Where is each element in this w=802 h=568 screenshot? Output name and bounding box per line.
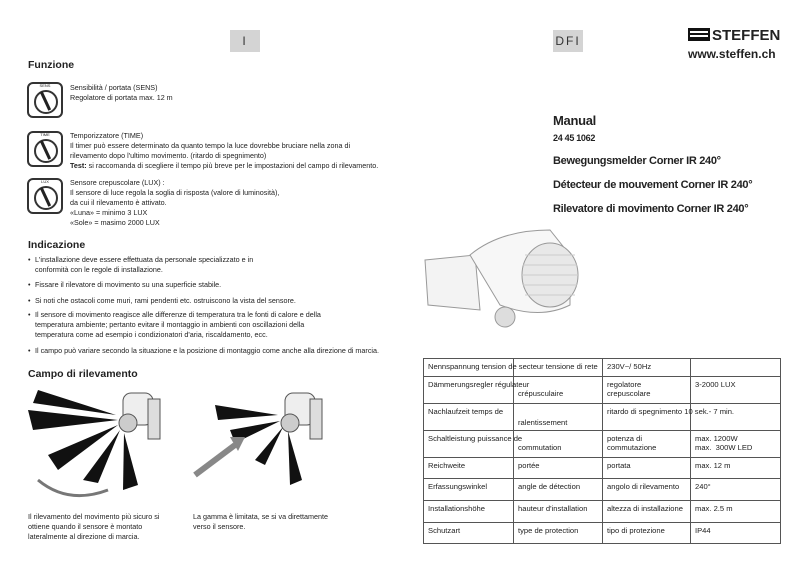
table-cell: Schaltleistung puissance de (424, 431, 514, 458)
steffen-logo: STEFFEN (688, 27, 780, 44)
language-tab-dfi: DFI (553, 30, 583, 52)
table-cell: Installationshöhe (424, 501, 514, 523)
time-description: Temporizzatore (TIME) Il timer può essere determinato da quanto tempo la luce dovrebbe bruciare nella zona di rilevamento dopo l'ultimo movimento. (ritardo di spegnimento) Test: si raccomanda di scegliere il tempo più breve per le impostazioni del campo di rilevamento. (70, 131, 379, 170)
table-row (424, 377, 781, 404)
table-cell: max. 12 m (691, 458, 781, 479)
table-cell: IP44 (691, 523, 781, 544)
table-cell: 3-2000 LUX (691, 377, 781, 404)
table-row (424, 458, 781, 479)
specifications-table (423, 358, 781, 544)
detection-front-diagram (190, 385, 360, 500)
table-cell: Nennspannung tension de secteur tensione di rete (424, 359, 514, 377)
sens-description: Sensibilità / portata (SENS) Regolatore di portata max. 12 m (70, 83, 173, 102)
detection-side-diagram (28, 385, 178, 500)
table-cell: Nachlaufzeit temps de (424, 404, 514, 431)
table-cell: hauteur d'installation (514, 501, 603, 523)
table-row (424, 523, 781, 544)
table-cell: type de protection (514, 523, 603, 544)
table-cell: altezza di installazione (603, 501, 691, 523)
bullet-item: • Si noti che ostacoli come muri, rami pendenti etc. ostruiscono la vista del sensore. (35, 296, 296, 306)
table-cell: tipo di protezione (603, 523, 691, 544)
table-cell: portata (603, 458, 691, 479)
table-cell: angle de détection (514, 479, 603, 501)
table-row (424, 359, 781, 377)
table-row (424, 431, 781, 458)
funzione-heading: Funzione (28, 59, 75, 71)
caption-front: La gamma è limitata, se si va direttamente verso il sensore. (193, 512, 329, 531)
table-cell: 240° (691, 479, 781, 501)
table-cell: 230V~/ 50Hz (603, 359, 691, 377)
title-fr: Détecteur de mouvement Corner IR 240° (553, 179, 753, 191)
table-cell: Reichweite (424, 458, 514, 479)
table-cell: Erfassungswinkel (424, 479, 514, 501)
manual-title: Manual (553, 113, 596, 128)
time-dial-icon: TIME (27, 131, 63, 167)
table-cell: Dämmerungsregler régulateur (424, 377, 514, 404)
title-de: Bewegungsmelder Corner IR 240° (553, 155, 721, 167)
bullet-item: • L'installazione deve essere effettuata da personale specializzato e in conformità con le regole di installazione. (35, 255, 253, 275)
website: www.steffen.ch (688, 47, 776, 61)
table-cell: crépusculaire (514, 377, 603, 404)
indicazione-heading: Indicazione (28, 239, 86, 251)
table-cell (691, 359, 781, 377)
campo-heading: Campo di rilevamento (28, 368, 138, 380)
lux-description: Sensore crepuscolare (LUX) : Il sensore di luce regola la soglia di risposta (valore di luminosità), da cui il rilevamento è attivato. «Luna» = minimo 3 LUX «Sole» = masimo 2000 LUX (70, 178, 280, 227)
table-cell: max. 1200W max. 300W LED (691, 431, 781, 458)
lux-dial-icon: LUX (27, 178, 63, 214)
table-row (424, 501, 781, 523)
table-cell: ralentissement (514, 404, 603, 431)
article-number: 24 45 1062 (553, 133, 596, 143)
title-it: Rilevatore di movimento Corner IR 240° (553, 203, 749, 215)
table-row (424, 404, 781, 431)
product-image (420, 225, 610, 340)
table-cell: angolo di rilevamento (603, 479, 691, 501)
table-cell: potenza di commutazione (603, 431, 691, 458)
table-row (424, 479, 781, 501)
bullet-item: • Il campo può variare secondo la situazione e la posizione di montaggio come anche alla direzione di marcia. (35, 346, 379, 356)
language-tab-italian: I (230, 30, 260, 52)
sens-dial-icon: SENS (27, 82, 63, 118)
table-cell: ritardo di spegnimento 10 sek.- 7 min. (603, 404, 691, 431)
table-cell: Schutzart (424, 523, 514, 544)
table-cell: commutation (514, 431, 603, 458)
table-cell: regolatore crepuscolare (603, 377, 691, 404)
table-cell: portée (514, 458, 603, 479)
bullet-item: • Fissare il rilevatore di movimento su una superficie stabile. (35, 280, 221, 290)
caption-side: Il rilevamento del movimento più sicuro si ottiene quando il sensore è montato lateralmente al direzione di marcia. (28, 512, 160, 541)
bullet-item: • Il sensore di movimento reagisce alle differenze di temperatura tra le fonti di calore e della temperatura ambiente; pertanto evitare il montaggio in ambienti con oscillazioni della temperatura come ad esempio i condizionatori d'aria, riscaldamento, ecc. (35, 310, 321, 340)
table-cell: max. 2.5 m (691, 501, 781, 523)
